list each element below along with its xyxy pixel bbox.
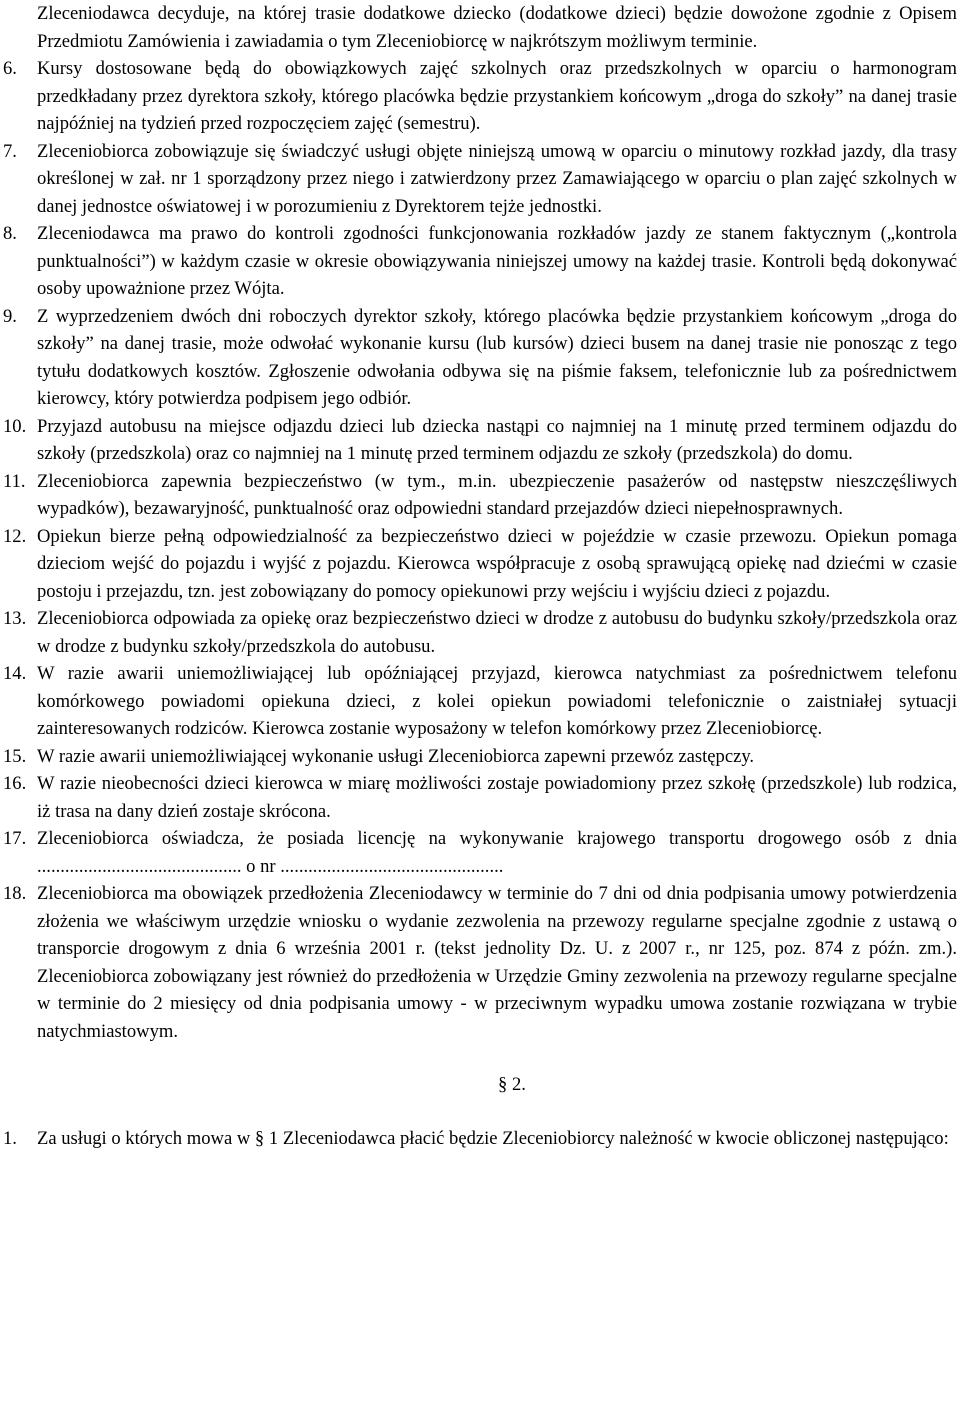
section2-list (0, 1125, 960, 1153)
list-item (0, 55, 957, 138)
list-item-number: 15. (3, 745, 27, 767)
list-item-text: Zleceniobiorca oświadcza, że posiada licencję na wykonywanie krajowego transportu drogowego osób z dnia ............................................ o nr ................................................ (37, 828, 957, 877)
list-item-number: 11. (3, 470, 26, 492)
list-item-text: Za usługi o których mowa w § 1 Zleceniodawca płacić będzie Zleceniobiorcy należność w kwocie obliczonej następująco: (37, 1127, 949, 1149)
list-item-text: Zleceniobiorca odpowiada za opiekę oraz bezpieczeństwo dzieci w drodze z autobusu do budynku szkoły/przedszkola oraz w drodze z budynku szkoły/przedszkola do autobusu. (37, 608, 957, 657)
numbered-list (0, 55, 960, 1045)
list-item-number: 16. (3, 773, 27, 794)
list-item (0, 743, 957, 771)
intro-paragraph: Zleceniodawca decyduje, na której trasie dodatkowe dziecko (dodatkowe dzieci) będzie dowożone zgodnie z Opisem Przedmiotu Zamówienia i zawiadamia o tym Zleceniobiorcę w najkrótszym możliwym terminie. (37, 3, 957, 52)
list-item-text: Opiekun bierze pełną odpowiedzialność za bezpieczeństwo dzieci w pojeździe w czasie przewozu. Opiekun pomaga dzieciom wejść do pojazdu i wyjść z pojazdu. Kierowca współpracuje z osobą sprawującą opiekę nad dziećmi w czasie postoju i przejazdu, tzn. jest zobowiązany do pomocy opiekunowi przy wejściu i wyjściu dzieci z pojazdu. (37, 525, 957, 602)
list-item-text: Zleceniobiorca zobowiązuje się świadczyć usługi objęte niniejszą umową w oparciu o minutowy rozkład jazdy, dla trasy określonej w zał. nr 1 sporządzony przez niego i zatwierdzony przez Zamawiającego w oparciu o plan zajęć szkolnych w danej jednostce oświatowej i w porozumieniu z Dyrektorem tejże jednostki. (37, 140, 957, 217)
list-item-text: Z wyprzedzeniem dwóch dni roboczych dyrektor szkoły, którego placówka będzie przystankiem końcowym „droga do szkoły” na danej trasie, może odwołać wykonanie kursu (lub kursów) dzieci busem na danej trasie nie ponosząc z tego tytułu dodatkowych kosztów. Zgłoszenie odwołania odbywa się na piśmie faksem, telefonicznie lub za pośrednictwem kierowcy, który potwierdza podpisem jego odbiór. (37, 305, 957, 409)
list-item-number: 13. (3, 608, 27, 629)
list-item-number: 1. (3, 1127, 17, 1149)
section-heading: § 2. (498, 1074, 526, 1095)
list-item-text: Zleceniodawca ma prawo do kontroli zgodności funkcjonowania rozkładów jazdy ze stanem faktycznym („kontrola punktualności”) w każdym czasie w okresie obowiązywania niniejszej umowy na każdej trasie. Kontroli będą dokonywać osoby upoważnione przez Wójta. (37, 223, 957, 299)
list-item-number: 10. (3, 415, 27, 437)
list-item (0, 138, 957, 221)
list-item (0, 468, 957, 523)
list-item-text: Zleceniobiorca zapewnia bezpieczeństwo (w tym., m.in. ubezpieczenie pasażerów od następstw nieszczęśliwych wypadków), bezawaryjność, punktualność oraz odpowiedni standard przejazdów dzieci niepełnosprawnych. (37, 470, 957, 519)
list-item (0, 523, 957, 606)
list-item-number: 17. (3, 828, 27, 849)
list-item-text: Zleceniobiorca ma obowiązek przedłożenia Zleceniodawcy w terminie do 7 dni od dnia podpisania umowy potwierdzenia złożenia we właściwym urzędzie wniosku o wydanie zezwolenia na przewozy regularne specjalne zgodnie z ustawą o transporcie drogowym z dnia 6 września 2001 r. (tekst jednolity Dz. U. z 2007 r., nr 125, poz. 874 z późn. zm.). Zleceniobiorca zobowiązany jest również do przedłożenia w Urzędzie Gminy zezwolenia na przewozy regularne specjalne w terminie do 2 miesięcy od dnia podpisania umowy - w przeciwnym wypadku umowa zostanie rozwiązana w trybie natychmiastowym. (37, 883, 957, 1042)
list-item-number: 12. (3, 525, 27, 547)
list-item (0, 1125, 957, 1153)
list-item-number: 6. (3, 58, 17, 79)
list-item-text: W razie awarii uniemożliwiającej lub opóźniającej przyjazd, kierowca natychmiast za pośrednictwem telefonu komórkowego powiadomi opiekuna dzieci, z kolei opiekun powiadomi telefonicznie o zaistniałej sytuacji zainteresowanych rodziców. Kierowca zostanie wyposażony w telefon komórkowy przez Zleceniobiorcę. (37, 663, 957, 739)
list-item (0, 825, 957, 880)
list-item-number: 8. (3, 223, 17, 244)
list-item-text: W razie nieobecności dzieci kierowca w miarę możliwości zostaje powiadomiony przez szkołę (przedszkole) lub rodzica, iż trasa na dany dzień zostaje skrócona. (37, 773, 957, 822)
list-item-number: 18. (3, 883, 27, 904)
list-item (0, 605, 957, 660)
list-item (0, 220, 957, 303)
list-item-number: 9. (3, 305, 17, 327)
list-item-text: Kursy dostosowane będą do obowiązkowych zajęć szkolnych oraz przedszkolnych w oparciu o harmonogram przedkładany przez dyrektora szkoły, którego placówka będzie przystankiem końcowym „droga do szkoły” na danej trasie najpóźniej na tydzień przed rozpoczęciem zajęć (semestru). (37, 58, 957, 134)
list-item (0, 303, 957, 413)
list-item-text: W razie awarii uniemożliwiającej wykonanie usługi Zleceniobiorca zapewni przewóz zastępczy. (37, 745, 755, 767)
list-item (0, 770, 957, 825)
list-item (0, 413, 957, 468)
list-item-number: 14. (3, 663, 27, 684)
list-item (0, 660, 957, 743)
list-item-text: Przyjazd autobusu na miejsce odjazdu dzieci lub dziecka nastąpi co najmniej na 1 minutę przed terminem odjazdu do szkoły (przedszkola) oraz co najmniej na 1 minutę przed terminem odjazdu ze szkoły (przedszkola) do domu. (37, 415, 957, 464)
list-item-number: 7. (3, 140, 17, 162)
list-item (0, 880, 957, 1045)
